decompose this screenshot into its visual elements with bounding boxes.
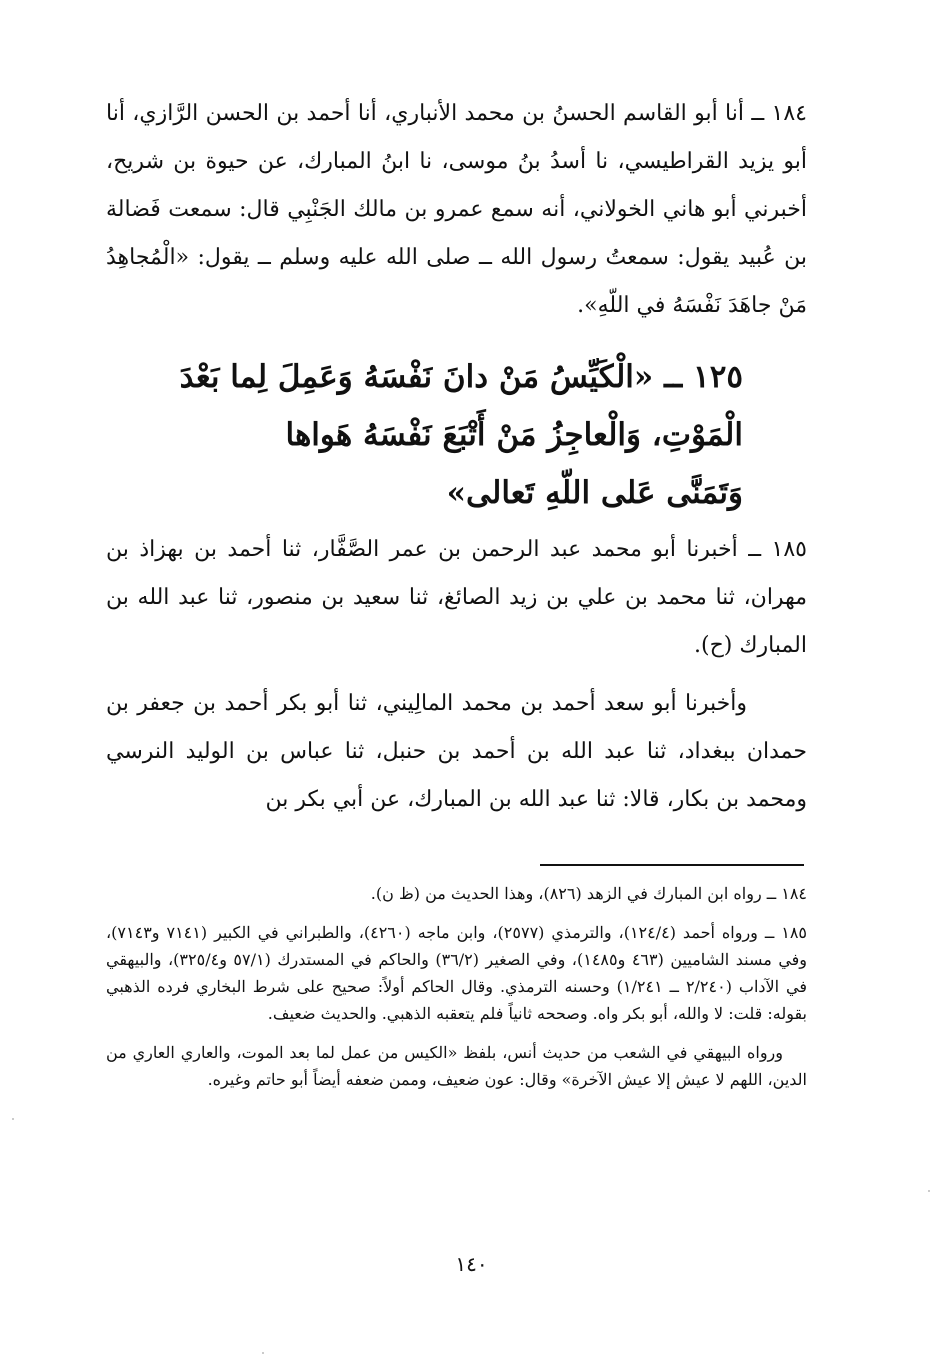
paragraph-185: ١٨٥ ــ أخبرنا أبو محمد عبد الرحمن بن عمر الصَّفَّار، ثنا أحمد بن بهزاذ بن مهران، ثنا محمد بن علي بن زيد الصائغ، ثنا سعيد بن منصور، ثنا عبد الله بن المبارك (ح). — [106, 537, 807, 658]
footnote-184: ١٨٤ ــ رواه ابن المبارك في الزهد (٨٢٦)، وهذا الحديث من (ظ ن). — [370, 884, 807, 903]
scan-speck — [262, 1352, 264, 1354]
hadith-125 — [179, 348, 743, 522]
hadith-125-line-2: الْمَوْتِ، وَالْعاجِزُ مَنْ أَتْبَعَ نَفْسَهُ هَواها — [285, 417, 743, 453]
scan-speck — [928, 1190, 930, 1192]
hadith-125-line-3: وَتَمَنَّى عَلى اللّهِ تَعالى» — [446, 475, 743, 511]
footnote-185-continued: ورواه البيهقي في الشعب من حديث أنس، بلفظ «الكيس من عمل لما بعد الموت، والعاري العاري من الدين، اللهم لا عيش إلا عيش الآخرة» وقال: عون ضعيف، وممن ضعفه أيضاً أبو حاتم وغيره. — [106, 1043, 807, 1089]
paragraph-185-continued: وأخبرنا أبو سعد أحمد بن محمد المالِيني، ثنا أبو بكر أحمد بن جعفر بن حمدان ببغداد، ثنا عبد الله بن أحمد بن حنبل، ثنا عباس بن الوليد النرسي ومحمد بن بكار، قالا: ثنا عبد الله بن المبارك، عن أبي بكر بن — [106, 691, 807, 812]
footnote-separator — [540, 864, 804, 866]
scan-speck — [12, 1118, 14, 1120]
hadith-125-line-1: ١٢٥ ــ «الْكَيِّسُ مَنْ دانَ نَفْسَهُ وَعَمِلَ لِما بَعْدَ — [179, 359, 743, 395]
paragraph-184: ١٨٤ ــ أنا أبو القاسم الحسنُ بن محمد الأنباري، أنا أحمد بن الحسن الرَّازي، أنا أبو يزيد القراطيسي، نا أسدُ بنُ موسى، نا ابنُ المبارك، عن حيوة بن شريح، أخبرني أبو هاني الخولاني، أنه سمع عمرو بن مالك الجَنْبِي قال: سمعت فَضالة بن عُبيد يقول: سمعتُ رسول الله ــ صلى الله عليه وسلم ــ يقول: «الْمُجاهِدُ مَنْ جاهَدَ نَفْسَهُ في اللّهِ». — [106, 101, 807, 318]
page-number: ١٤٠ — [455, 1252, 488, 1276]
footnote-185: ١٨٥ ــ ورواه أحمد (١٢٤/٤)، والترمذي (٢٥٧٧)، وابن ماجه (٤٢٦٠)، والطبراني في الكبير (٧١٤١ و٧١٤٣)، وفي مسند الشاميين (٤٦٣ و١٤٨٥)، وفي الصغير (٣٦/٢) والحاكم في المستدرك (٥٧/١ و٣٢٥/٤)، والبيهقي في الآداب (٢/٢٤٠ ــ ١/٢٤١) وحسنه الترمذي. وقال الحاكم أولاً: صحيح على شرط البخاري فرده الذهبي بقوله: قلت: لا والله، أبو بكر واه. وصححه ثانياً فلم يتعقبه الذهبي. والحديث ضعيف. — [106, 923, 808, 1023]
footnotes — [106, 880, 807, 1105]
